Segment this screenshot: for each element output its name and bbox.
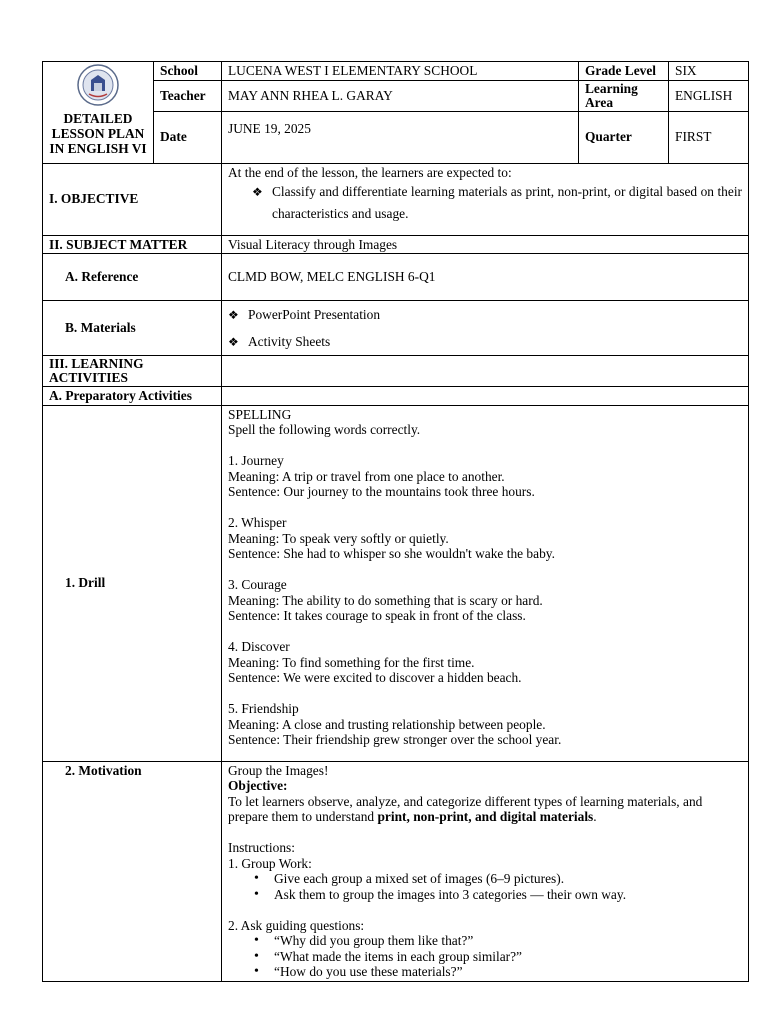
drill-instruction: Spell the following words correctly. [228,422,421,437]
school-label: School [154,62,222,81]
objective-item [228,180,742,225]
grade-level-label: Grade Level [579,62,669,81]
document-title: DETAILED LESSON PLAN IN ENGLISH VI [49,110,147,156]
materials-cell [222,301,749,356]
instructions-label: Instructions: [228,840,295,855]
step-1-list [228,871,742,902]
drill-cell [222,405,749,761]
drill-label: 1. Drill [43,405,222,761]
list-item: • Ask them to group the images into 3 categories — their own way. [274,887,742,903]
list-item: • “Why did you group them like that?” [274,933,742,949]
step-1-label: 1. Group Work: [228,855,312,871]
list-item: 3. Courage Meaning: The ability to do something that is scary or hard. Sentence: It takes courage to speak in front of the class. [228,577,543,623]
learning-area-value: ENGLISH [669,80,749,111]
motivation-objective-text: To let learners observe, analyze, and categorize different types of learning materials, and prepare them to understand print, non-print, and digital materials. [228,793,703,824]
list-item: • “What made the items in each group similar?” [274,949,742,965]
teacher-label: Teacher [154,80,222,111]
teacher-value: MAY ANN RHEA L. GARAY [222,80,579,111]
materials-label: B. Materials [43,301,222,356]
learning-activities-label: III. LEARNING ACTIVITIES [43,356,222,387]
diamond-bullet-icon: ❖ [252,185,263,199]
header-title-cell [43,62,154,164]
list-item: • “How do you use these materials?” [274,964,742,980]
preparatory-label: A. Preparatory Activities [43,387,222,406]
diamond-bullet-icon: ❖ [228,307,239,322]
list-item: 1. Journey Meaning: A trip or travel from one place to another. Sentence: Our journey to the mountains took three hours. [228,453,535,499]
list-item: 2. Whisper Meaning: To speak very softly or quietly. Sentence: She had to whisper so she wouldn't wake the baby. [228,515,555,561]
motivation-objective-label: Objective: [228,778,288,793]
lesson-plan-table [42,61,749,982]
motivation-title: Group the Images! [228,762,329,778]
quarter-label: Quarter [579,111,669,163]
list-item: • Give each group a mixed set of images (6–9 pictures). [274,871,742,887]
quarter-value: FIRST [669,111,749,163]
learning-area-label: Learning Area [579,80,669,111]
empty-cell [222,387,749,406]
objective-intro: At the end of the lesson, the learners are expected to: [228,164,512,180]
date-value: JUNE 19, 2025 [222,111,579,163]
grade-level-value: SIX [669,62,749,81]
drill-title: SPELLING [228,406,292,422]
list-item: 4. Discover Meaning: To find something for the first time. Sentence: We were excited to discover a hidden beach. [228,639,522,685]
subject-matter-value: Visual Literacy through Images [222,235,749,254]
objective-cell [222,163,749,235]
diamond-bullet-icon: ❖ [228,334,239,349]
motivation-label: 2. Motivation [43,761,222,981]
motivation-cell [222,761,749,981]
subject-matter-label: II. SUBJECT MATTER [43,235,222,254]
list-item: 5. Friendship Meaning: A close and trusting relationship between people. Sentence: Their friendship grew stronger over the school year. [228,701,562,747]
empty-cell [222,356,749,387]
step-2-label: 2. Ask guiding questions: [228,917,365,933]
objective-label: I. OBJECTIVE [43,163,222,235]
materials-item: ❖ Activity Sheets [228,331,742,353]
school-value: LUCENA WEST I ELEMENTARY SCHOOL [222,62,579,81]
deped-seal-icon [77,64,119,106]
date-label: Date [154,111,222,163]
objective-text: Classify and differentiate learning materials as print, non-print, or digital based on their characteristics and usage. [272,184,742,221]
reference-value: CLMD BOW, MELC ENGLISH 6-Q1 [222,254,749,301]
reference-label: A. Reference [43,254,222,301]
materials-item: ❖ PowerPoint Presentation [228,304,742,326]
step-2-list [228,933,742,980]
